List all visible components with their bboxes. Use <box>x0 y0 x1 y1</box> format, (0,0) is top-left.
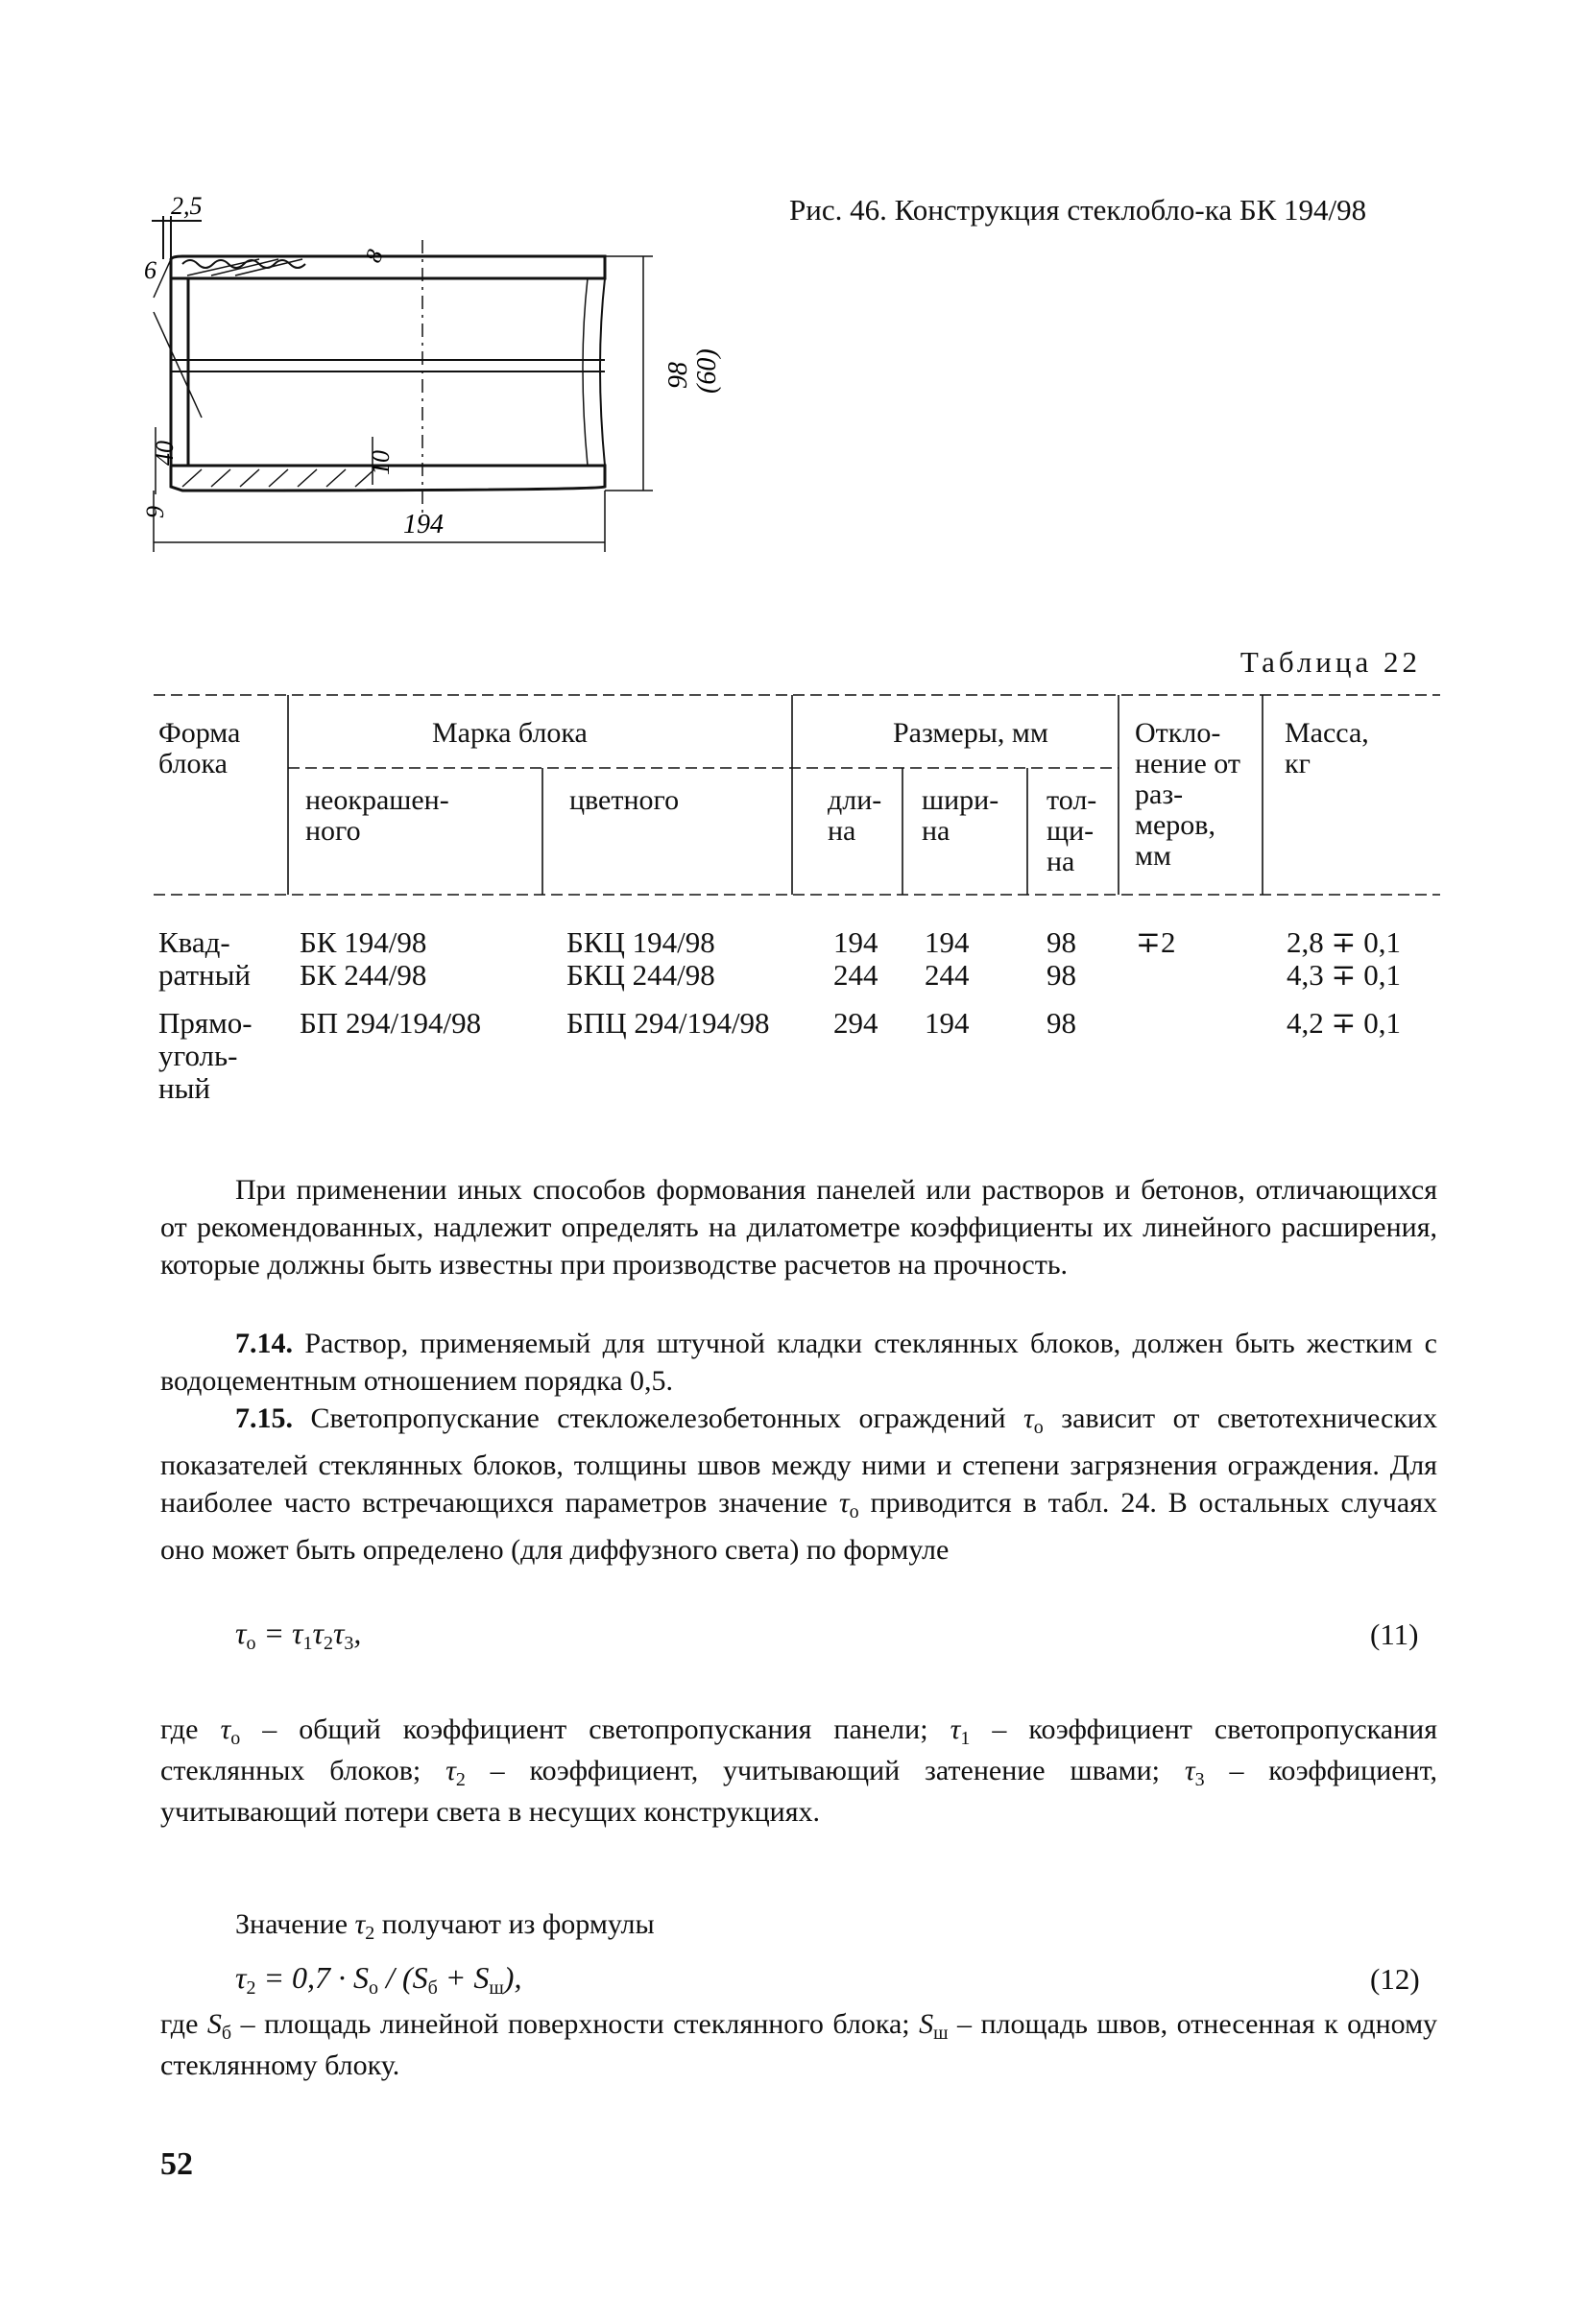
dim-height-alt: (60) <box>692 348 722 394</box>
where-1-tau3: – коэффициент, учитывающий потери света в несущих конструкциях. <box>160 1755 1438 1828</box>
table-caption: Таблица 22 <box>1239 645 1421 679</box>
page-number: 52 <box>160 2146 193 2182</box>
figure-caption: Рис. 46. Конструкция стеклобло-ка БК 194/98 <box>789 193 1367 227</box>
dim-length: 194 <box>403 510 444 539</box>
section-number-7-15: 7.15. <box>235 1402 293 1434</box>
row2-thickness: 98 <box>1047 958 1076 992</box>
paragraph-7-15-b: зависит от светотехнических показателей стеклянных блоков, толщины швов между ними и степени загрязнения ограждения. Для наиболее часто встречающихся параметров значение <box>160 1402 1437 1519</box>
header-deviation: Откло-нение от раз-меров, мм <box>1135 717 1241 872</box>
glass-block-drawing <box>141 187 722 562</box>
row3-thickness: 98 <box>1047 1006 1076 1040</box>
row1-unpainted: БК 194/98 <box>300 925 427 959</box>
dim-corner: 6 <box>144 256 156 284</box>
dim-bottom-offset: 9 <box>141 506 169 518</box>
paragraph-where-2: где $S_б$ – площадь линейной поверхности стеклянного блока; $S_ш$ – площадь швов, отнесенная к одному стеклянному блоку. <box>160 2008 1438 2081</box>
paragraph-7-14 <box>160 1325 1437 1400</box>
where-2-sw: – площадь швов, отнесенная к одному стеклянному блоку. <box>160 2008 1438 2081</box>
where-2-lead: где <box>160 2008 199 2040</box>
row3-mass: 4,2 ∓ 0,1 <box>1287 1006 1401 1040</box>
header-mark: Марка блока <box>432 717 588 749</box>
row1-thickness: 98 <box>1047 925 1076 959</box>
where-1-lead: где <box>160 1713 199 1745</box>
row2-width: 244 <box>925 958 970 992</box>
row3-unpainted: БП 294/194/98 <box>300 1006 482 1040</box>
header-width: шири-на <box>922 784 999 847</box>
formula-12: $\tau_2 = 0,7 \cdot S_о / (S_б + S_ш)$, <box>235 1960 522 1999</box>
row1-length: 194 <box>833 925 878 959</box>
row1-mass: 2,8 ∓ 0,1 <box>1287 925 1401 959</box>
formula-11: $\tau_о = \tau_1\tau_2\tau_3$, <box>235 1616 362 1654</box>
row3-width: 194 <box>925 1006 970 1040</box>
paragraph-7-15: 7.15. Светопропускание стекложелезобетонных ограждений $\tau_о$ зависит от светотехнических показателей стеклянных блоков, толщины швов между ними и степени загрязнения ограждения. Для наиболее часто встречающихся параметров значение $\tau_о$ приводится в табл. 24. В остальных случаях оно может быть определено (для диффузного света) по формуле <box>160 1402 1437 1566</box>
where-1-tau0: – общий коэффициент светопропускания панели; <box>262 1713 928 1745</box>
header-thickness: тол-щи-на <box>1047 784 1097 877</box>
row3-colored: БПЦ 294/194/98 <box>566 1006 770 1040</box>
row3-form: Прямо-уголь-ный <box>158 1006 253 1105</box>
value-tau2-lead: Значение <box>235 1908 349 1940</box>
paragraph-7-15-c: приводится в табл. 24. В остальных случаях оно может быть определено (для диффузного света) по формуле <box>160 1487 1437 1566</box>
where-2-sb: – площадь линейной поверхности стеклянного блока; <box>240 2008 910 2040</box>
row2-mass: 4,3 ∓ 0,1 <box>1287 958 1401 992</box>
row2-colored: БКЦ 244/98 <box>566 958 715 992</box>
header-mass: Масса, кг <box>1285 717 1369 779</box>
dim-side-height: 40 <box>151 441 179 466</box>
row2-unpainted: БК 244/98 <box>300 958 427 992</box>
row1-form: Квад- <box>158 925 230 959</box>
dim-inner-rib: 10 <box>367 450 395 475</box>
paragraph-where-1: где $\tau_о$ – общий коэффициент светопропускания панели; $\tau_1$ – коэффициент светопропускания стеклянных блоков; $\tau_2$ – коэффициент, учитывающий затенение швами; $\tau_3$ – коэффициент, учитывающий потери света в несущих конструкциях. <box>160 1713 1438 1828</box>
dim-height: 98 <box>663 362 693 389</box>
row1-deviation: ∓2 <box>1136 925 1176 959</box>
where-1-tau1: – коэффициент светопропускания стеклянных блоков; <box>160 1713 1438 1786</box>
row2-form: ратный <box>158 958 252 992</box>
paragraph-1: При применении иных способов формования панелей или растворов и бетонов, отличающихся от рекомендованных, надлежит определять на дилатометре коэффициенты их линейного расширения, которые должны быть известны при производстве расчетов на прочность. <box>160 1174 1437 1281</box>
paragraph-7-14-text: Раствор, применяемый для штучной кладки стеклянных блоков, должен быть жестким с водоцементным отношением порядка 0,5. <box>160 1328 1438 1397</box>
header-colored: цветного <box>569 784 680 816</box>
paragraph-value-tau2: Значение $\tau_2$ получают из формулы <box>235 1908 655 1944</box>
header-length: дли-на <box>828 784 882 847</box>
row2-length: 244 <box>833 958 878 992</box>
header-unpainted: неокрашен-ного <box>305 784 449 847</box>
formula-11-number: (11) <box>1370 1617 1419 1651</box>
paragraph-7-15-a: Светопропускание стекложелезобетонных ограждений <box>310 1402 1006 1434</box>
dim-top-rib: 8 <box>361 246 389 267</box>
row1-width: 194 <box>925 925 970 959</box>
value-tau2-tail: получают из формулы <box>381 1908 655 1940</box>
formula-12-number: (12) <box>1370 1962 1420 1996</box>
row1-colored: БКЦ 194/98 <box>566 925 715 959</box>
where-1-tau2: – коэффициент, учитывающий затенение швами; <box>490 1755 1161 1786</box>
row3-length: 294 <box>833 1006 878 1040</box>
header-sizes: Размеры, мм <box>893 717 1048 749</box>
dim-top-thickness: 2,5 <box>171 192 203 220</box>
section-number-7-14: 7.14. <box>235 1328 293 1359</box>
header-form: Форма блока <box>158 717 241 779</box>
